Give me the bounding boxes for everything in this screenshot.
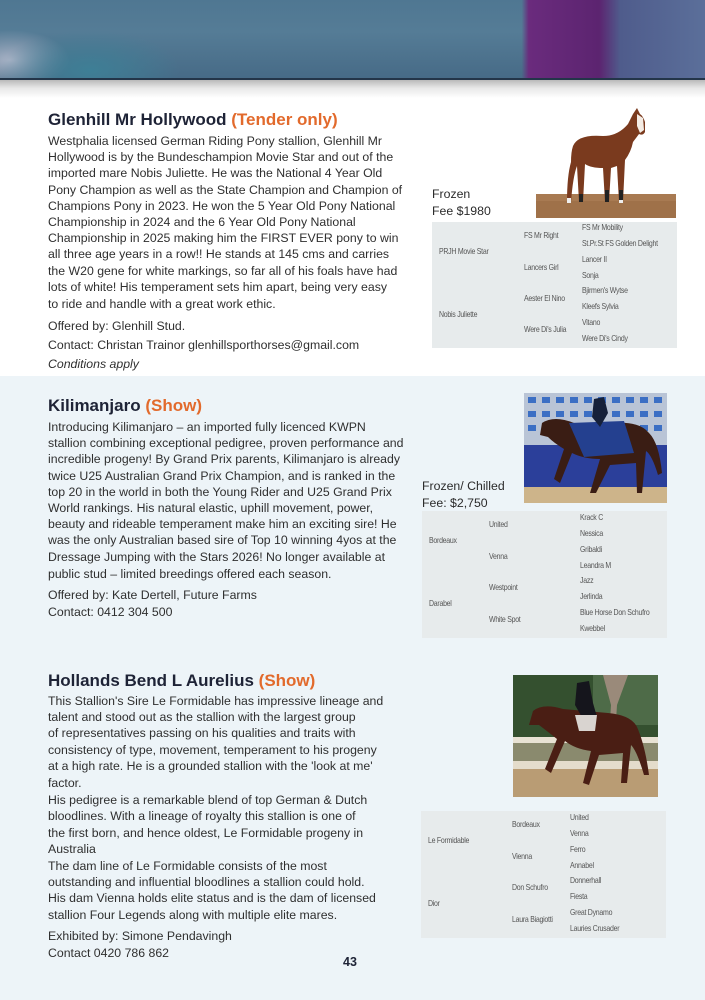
pedigree-great-grandparent: Lauries Crusader — [570, 924, 620, 933]
body-line: Hollywood is by the Bundeschampion Movie Star and out of the — [48, 150, 394, 165]
body-line: incredible progeny! By Grand Prix parents, Kilimanjaro is already — [48, 452, 400, 467]
fee-block — [432, 186, 491, 220]
contact: Contact 0420 786 862 — [48, 945, 170, 960]
body-line: stallion Four Legends along with multiple elite mares. — [48, 907, 338, 922]
pedigree-grandparent: Bordeaux — [512, 820, 540, 829]
entry-description — [48, 693, 408, 962]
body-line: The dam line of Le Formidable consists of the most — [48, 859, 327, 874]
fee-block — [422, 478, 505, 512]
body-line: of representatives passing on his qualities and traits with — [48, 726, 356, 741]
horse-name: Hollands Bend L Aurelius — [48, 671, 254, 690]
offered-by: Offered by: Kate Dertell, Future Farms — [48, 588, 257, 603]
body-line: the W20 gene for white markings, so far all of his foals have had — [48, 263, 398, 278]
body-line: Dressage Jumping with the Stars 2026! No longer available at — [48, 549, 385, 564]
body-line: outstanding and influential bloodlines a stallion could hold. — [48, 875, 365, 890]
pedigree-grandparent: United — [489, 520, 508, 529]
body-line: imported mare Nobis Juliette. He was the National 4 Year Old — [48, 166, 383, 181]
body-line: the first born, and hence oldest, Le Formidable progeny in — [48, 825, 364, 840]
pedigree-grandparent: Vienna — [512, 852, 533, 861]
pedigree-grandparent: Were Di's Julia — [524, 325, 567, 334]
pedigree-great-grandparent: Bjirmen's Wytse — [582, 286, 628, 295]
pedigree-great-grandparent: Sonja — [582, 271, 599, 280]
conditions-note: Conditions apply — [48, 357, 139, 372]
header-banner-artwork — [0, 0, 705, 80]
body-line: twice U25 Australian Grand Prix Champion, and is ranked in the — [48, 468, 396, 483]
pedigree-grandparent: Lancers Girl — [524, 263, 559, 272]
offered-by: Exhibited by: Simone Pendavingh — [48, 928, 232, 943]
body-line: was the only Australian based sire of Top 10 winning 4yos at the — [48, 533, 397, 548]
contact: Contact: 0412 304 500 — [48, 605, 173, 620]
pedigree-great-grandparent: Donnerhall — [570, 876, 602, 885]
pedigree-great-grandparent: St.Pr.St FS Golden Delight — [582, 239, 658, 248]
page-number: 43 — [343, 955, 357, 969]
entry-title — [48, 396, 202, 416]
pedigree-table — [421, 811, 666, 938]
pedigree-sire: Bordeaux — [429, 536, 457, 545]
pedigree-great-grandparent: Krack C — [580, 513, 603, 522]
pedigree-table — [432, 222, 677, 348]
offered-by: Offered by: Glenhill Stud. — [48, 319, 186, 334]
body-line: Pony Champion as well as the State Champion and Champion of — [48, 182, 403, 197]
entry-tag: (Show) — [145, 396, 202, 415]
pedigree-great-grandparent: Kwebbel — [580, 624, 605, 633]
body-line: Champions Pony in 2023. He won the 5 Year Old Pony National — [48, 198, 396, 213]
entry-title — [48, 110, 338, 130]
pedigree-great-grandparent: Lancer II — [582, 255, 607, 264]
body-line: stallion combining exceptional pedigree, proven performance and — [48, 436, 404, 451]
pedigree-great-grandparent: Vitano — [582, 318, 601, 327]
fee-type: Frozen — [432, 187, 471, 201]
entry-title — [48, 671, 315, 691]
body-line: consistency of type, movement, temperament to his progeny — [48, 742, 377, 757]
pedigree-sire: PRJH Movie Star — [439, 247, 489, 256]
pedigree-great-grandparent: Venna — [570, 829, 589, 838]
body-line: top 20 in the world in both the Young Rider and U25 Grand Prix — [48, 484, 392, 499]
pedigree-dam: Nobis Juliette — [439, 310, 478, 319]
dressage-horse-image — [524, 393, 667, 503]
pedigree-great-grandparent: Fiesta — [570, 892, 588, 901]
body-line: factor. — [48, 776, 82, 791]
body-line: to ride and handle with a great work ethic. — [48, 297, 276, 312]
pedigree-great-grandparent: Blue Horse Don Schufro — [580, 608, 650, 617]
body-line: Introducing Kilimanjaro – an imported fully licenced KWPN — [48, 420, 366, 434]
pedigree-great-grandparent: Gribaldi — [580, 545, 602, 554]
pedigree-great-grandparent: Ferro — [570, 845, 586, 854]
pedigree-great-grandparent: Jerlinda — [580, 592, 603, 601]
pedigree-great-grandparent: Leandra M — [580, 561, 611, 570]
fee-amount: Fee $1980 — [432, 204, 491, 218]
contact: Contact: Christan Trainor glenhillsporthorses@gmail.com — [48, 338, 360, 353]
horse-name: Glenhill Mr Hollywood — [48, 110, 227, 129]
body-line: Australia — [48, 841, 96, 856]
body-line: His pedigree is a remarkable blend of top German & Dutch — [48, 793, 368, 808]
pedigree-grandparent: White Spot — [489, 615, 521, 624]
body-line: World rankings. His natural elastic, uphill movement, power, — [48, 501, 374, 516]
entry-description — [48, 133, 418, 374]
pedigree-dam: Dior — [428, 899, 440, 908]
body-line: His dam Vienna holds elite status and is the dam of licensed — [48, 891, 376, 906]
pedigree-grandparent: FS Mr Right — [524, 231, 559, 240]
entry-tag: (Show) — [258, 671, 316, 690]
pedigree-great-grandparent: Kleefs Sylvia — [582, 302, 619, 311]
pedigree-grandparent: Aester El Nino — [524, 294, 565, 303]
pedigree-grandparent: Laura Biagiotti — [512, 915, 553, 924]
horse-photo — [533, 106, 677, 218]
pedigree-great-grandparent: Annabel — [570, 861, 594, 870]
body-line: at a high rate. He is a grounded stallion with the 'look at me' — [48, 758, 373, 773]
pedigree-great-grandparent: Were Di's Cindy — [582, 334, 628, 343]
body-line: This Stallion's Sire Le Formidable has impressive lineage and — [48, 694, 384, 708]
body-line: Championship in 2025 making him the FIRST EVER pony to win — [48, 231, 399, 246]
pedigree-sire: Le Formidable — [428, 836, 470, 845]
banner-shadow — [0, 80, 705, 98]
body-line: Championship in 2024 and the 6 Year Old Pony National — [48, 215, 356, 230]
body-line: all three age years in a row!! He stands at 145 cms and carries — [48, 247, 390, 262]
body-line: talent and stood out as the stallion with the largest group — [48, 710, 356, 725]
pedigree-grandparent: Venna — [489, 552, 508, 561]
pedigree-grandparent: Don Schufro — [512, 883, 548, 892]
pedigree-dam: Darabel — [429, 599, 452, 608]
body-line: bloodlines. With a lineage of royalty this stallion is one of — [48, 809, 356, 824]
pedigree-great-grandparent: FS Mr Mobility — [582, 223, 623, 232]
horse-photo — [513, 675, 658, 797]
entry-description — [48, 419, 420, 621]
pedigree-great-grandparent: Great Dynamo — [570, 908, 613, 917]
fee-amount: Fee: $2,750 — [422, 496, 488, 510]
entry-tag: (Tender only) — [231, 110, 338, 129]
pedigree-great-grandparent: United — [570, 813, 589, 822]
horse-photo — [524, 393, 667, 503]
body-line: lots of white! His temperament sets him apart, being very easy — [48, 279, 387, 294]
body-line: public stud – limited breedings offered each season. — [48, 566, 332, 581]
horse-name: Kilimanjaro — [48, 396, 141, 415]
body-line: beauty and rideable temperament make him an exciting sire! He — [48, 517, 397, 532]
body-line: Westphalia licensed German Riding Pony stallion, Glenhill Mr — [48, 134, 382, 148]
fee-type: Frozen/ Chilled — [422, 479, 505, 493]
pedigree-grandparent: Westpoint — [489, 583, 518, 592]
pedigree-great-grandparent: Jazz — [580, 576, 594, 585]
pedigree-great-grandparent: Nessica — [580, 529, 603, 538]
dressage-horse-image — [513, 675, 658, 797]
pedigree-table — [422, 511, 667, 638]
bay-pony-image — [533, 106, 677, 218]
